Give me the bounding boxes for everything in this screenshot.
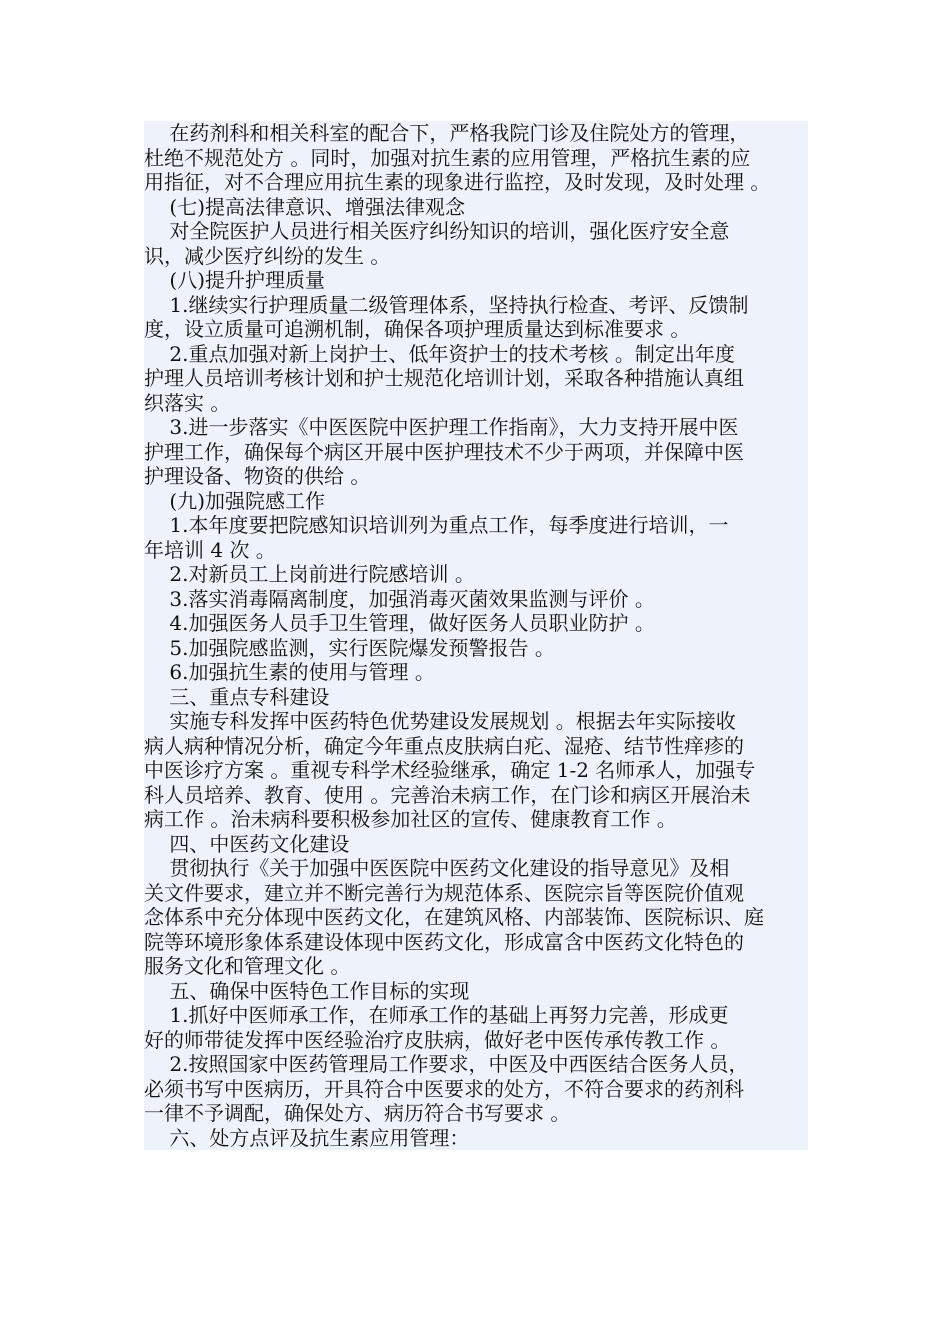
text-line: 好的师带徒发挥中医经验治疗皮肤病，做好老中医传承传教工作 。 [144,1028,808,1053]
text-line: 病人病种情况分析，确定今年重点皮肤病白疕、湿疮、结节性痒疹的 [144,734,808,759]
text-line: 院等环境形象体系建设体现中医药文化，形成富含中医药文化特色的 [144,930,808,955]
text-line: 对全院医护人员进行相关医疗纠纷知识的培训，强化医疗安全意 [144,219,808,244]
text-line: 实施专科发挥中医药特色优势建设发展规划 。根据去年实际接收 [144,709,808,734]
text-line: 五、确保中医特色工作目标的实现 [144,979,808,1004]
text-line: 一律不予调配，确保处方、病历符合书写要求 。 [144,1101,808,1126]
text-line: 2.对新员工上岗前进行院感培训 。 [144,562,808,587]
text-line: 护理人员培训考核计划和护士规范化培训计划，采取各种措施认真组 [144,366,808,391]
text-line: (九)加强院感工作 [144,489,808,514]
text-line: 4.加强医务人员手卫生管理，做好医务人员职业防护 。 [144,611,808,636]
text-line: 识，减少医疗纠纷的发生 。 [144,244,808,269]
text-line: 中医诊疗方案 。重视专科学术经验继承，确定 1-2 名师承人，加强专 [144,758,808,783]
text-line: 在药剂科和相关科室的配合下，严格我院门诊及住院处方的管理， [144,121,808,146]
text-line: 念体系中充分体现中医药文化，在建筑风格、内部装饰、医院标识、庭 [144,905,808,930]
text-line: 6.加强抗生素的使用与管理 。 [144,660,808,685]
text-line: 科人员培养、教育、使用 。完善治未病工作，在门诊和病区开展治未 [144,783,808,808]
text-line: 关文件要求，建立并不断完善行为规范体系、医院宗旨等医院价值观 [144,881,808,906]
text-line: 5.加强院感监测，实行医院爆发预警报告 。 [144,636,808,661]
text-line: 贯彻执行《关于加强中医医院中医药文化建设的指导意见》及相 [144,856,808,881]
text-line: (七)提高法律意识、增强法律观念 [144,195,808,220]
text-line: 护理设备、物资的供给 。 [144,464,808,489]
document-body [144,121,808,1150]
text-line: 六、处方点评及抗生素应用管理： [144,1126,808,1151]
text-line: 三、重点专科建设 [144,685,808,710]
text-line: 1.继续实行护理质量二级管理体系，坚持执行检查、考评、反馈制 [144,293,808,318]
text-line: 用指征，对不合理应用抗生素的现象进行监控，及时发现，及时处理 。 [144,170,808,195]
text-line: 度，设立质量可追溯机制，确保各项护理质量达到标准要求 。 [144,317,808,342]
text-line: 必须书写中医病历，开具符合中医要求的处方，不符合要求的药剂科 [144,1077,808,1102]
text-line: 服务文化和管理文化 。 [144,954,808,979]
text-line: 2.按照国家中医药管理局工作要求，中医及中西医结合医务人员， [144,1052,808,1077]
text-line: 3.落实消毒隔离制度，加强消毒灭菌效果监测与评价 。 [144,587,808,612]
text-line: 1.抓好中医师承工作，在师承工作的基础上再努力完善，形成更 [144,1003,808,1028]
text-line: 护理工作，确保每个病区开展中医护理技术不少于两项，并保障中医 [144,440,808,465]
text-line: (八)提升护理质量 [144,268,808,293]
text-line: 年培训 4 次 。 [144,538,808,563]
text-line: 织落实 。 [144,391,808,416]
text-line: 2.重点加强对新上岗护士、低年资护士的技术考核 。制定出年度 [144,342,808,367]
text-line: 四、中医药文化建设 [144,832,808,857]
text-line: 病工作 。治未病科要积极参加社区的宣传、健康教育工作 。 [144,807,808,832]
text-line: 3.进一步落实《中医医院中医护理工作指南》，大力支持开展中医 [144,415,808,440]
text-line: 杜绝不规范处方 。同时，加强对抗生素的应用管理，严格抗生素的应 [144,146,808,171]
text-line: 1.本年度要把院感知识培训列为重点工作，每季度进行培训，一 [144,513,808,538]
